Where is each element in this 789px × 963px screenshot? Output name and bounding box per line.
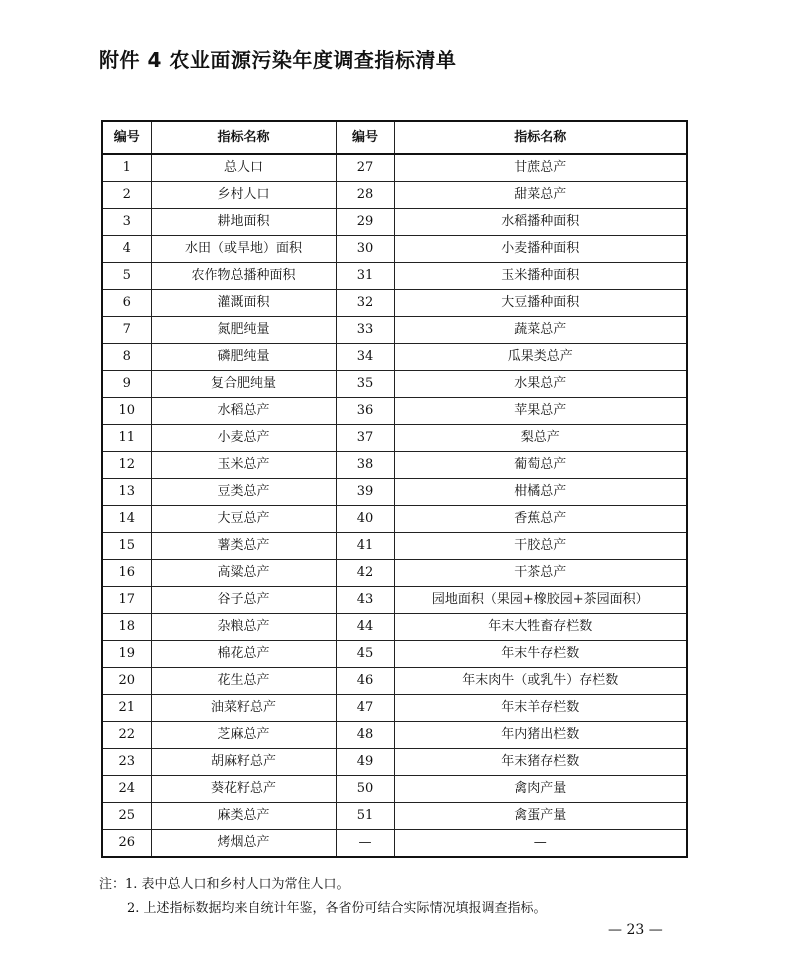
indicator-name-cell: 梨总产: [394, 425, 687, 452]
indicator-name-cell: 烤烟总产: [151, 830, 336, 858]
note-2: 2. 上述指标数据均来自统计年鉴，各省份可结合实际情况填报调查指标。: [127, 901, 547, 916]
table-row: [102, 398, 687, 425]
table-row: [102, 587, 687, 614]
number-cell: 46: [336, 668, 394, 695]
note-1: 注：1. 表中总人口和乡村人口为常住人口。: [99, 877, 350, 892]
indicator-name-cell: 蔬菜总产: [394, 317, 687, 344]
table-row: [102, 344, 687, 371]
indicator-name-cell: 水田（或旱地）面积: [151, 236, 336, 263]
indicator-name-cell: 年末牛存栏数: [394, 641, 687, 668]
indicator-name-cell: 年末羊存栏数: [394, 695, 687, 722]
table-row: [102, 695, 687, 722]
table-row: [102, 182, 687, 209]
table-row: [102, 452, 687, 479]
number-cell: 31: [336, 263, 394, 290]
table-row: [102, 479, 687, 506]
number-cell: —: [336, 830, 394, 858]
number-cell: 32: [336, 290, 394, 317]
number-cell: 50: [336, 776, 394, 803]
table-row: [102, 560, 687, 587]
number-cell: 25: [102, 803, 151, 830]
number-cell: 39: [336, 479, 394, 506]
indicator-name-cell: 年末肉牛（或乳牛）存栏数: [394, 668, 687, 695]
number-cell: 4: [102, 236, 151, 263]
indicator-name-cell: 杂粮总产: [151, 614, 336, 641]
number-cell: 24: [102, 776, 151, 803]
number-cell: 26: [102, 830, 151, 858]
table-row: [102, 209, 687, 236]
indicator-name-cell: 麻类总产: [151, 803, 336, 830]
table-row: [102, 371, 687, 398]
number-cell: 13: [102, 479, 151, 506]
table-row: [102, 236, 687, 263]
table-row: [102, 154, 687, 182]
indicator-name-cell: 瓜果类总产: [394, 344, 687, 371]
table-row: [102, 803, 687, 830]
number-cell: 29: [336, 209, 394, 236]
indicator-name-cell: 禽肉产量: [394, 776, 687, 803]
indicator-name-cell: 水果总产: [394, 371, 687, 398]
table-row: [102, 614, 687, 641]
number-cell: 3: [102, 209, 151, 236]
indicator-name-cell: 花生总产: [151, 668, 336, 695]
number-cell: 42: [336, 560, 394, 587]
indicator-name-cell: 薯类总产: [151, 533, 336, 560]
indicator-name-cell: 甘蔗总产: [394, 154, 687, 182]
table-row: [102, 263, 687, 290]
number-cell: 37: [336, 425, 394, 452]
indicator-name-cell: 水稻播种面积: [394, 209, 687, 236]
number-cell: 27: [336, 154, 394, 182]
indicator-name-cell: 磷肥纯量: [151, 344, 336, 371]
table-row: [102, 668, 687, 695]
indicator-name-cell: 棉花总产: [151, 641, 336, 668]
table-row: [102, 317, 687, 344]
number-cell: 22: [102, 722, 151, 749]
number-cell: 38: [336, 452, 394, 479]
number-cell: 40: [336, 506, 394, 533]
indicator-name-cell: 葵花籽总产: [151, 776, 336, 803]
header-number-2: 编号: [336, 121, 394, 154]
indicator-name-cell: 氮肥纯量: [151, 317, 336, 344]
table-body: [102, 154, 687, 857]
indicator-name-cell: 禽蛋产量: [394, 803, 687, 830]
number-cell: 44: [336, 614, 394, 641]
indicator-name-cell: 油菜籽总产: [151, 695, 336, 722]
indicator-name-cell: 玉米播种面积: [394, 263, 687, 290]
indicator-name-cell: 年末猪存栏数: [394, 749, 687, 776]
number-cell: 51: [336, 803, 394, 830]
number-cell: 14: [102, 506, 151, 533]
table-row: [102, 641, 687, 668]
indicator-name-cell: 豆类总产: [151, 479, 336, 506]
number-cell: 20: [102, 668, 151, 695]
indicator-name-cell: 苹果总产: [394, 398, 687, 425]
indicator-name-cell: 农作物总播种面积: [151, 263, 336, 290]
indicator-name-cell: 干胶总产: [394, 533, 687, 560]
number-cell: 15: [102, 533, 151, 560]
indicator-name-cell: 大豆播种面积: [394, 290, 687, 317]
indicator-name-cell: 干茶总产: [394, 560, 687, 587]
number-cell: 5: [102, 263, 151, 290]
header-number-1: 编号: [102, 121, 151, 154]
number-cell: 47: [336, 695, 394, 722]
number-cell: 21: [102, 695, 151, 722]
table-row: [102, 749, 687, 776]
number-cell: 9: [102, 371, 151, 398]
table-row: [102, 425, 687, 452]
number-cell: 2: [102, 182, 151, 209]
indicator-name-cell: 总人口: [151, 154, 336, 182]
indicator-name-cell: 柑橘总产: [394, 479, 687, 506]
number-cell: 8: [102, 344, 151, 371]
number-cell: 41: [336, 533, 394, 560]
number-cell: 23: [102, 749, 151, 776]
table-row: [102, 533, 687, 560]
indicator-name-cell: 乡村人口: [151, 182, 336, 209]
indicator-table: [101, 120, 688, 858]
notes: [99, 873, 547, 921]
number-cell: 12: [102, 452, 151, 479]
number-cell: 49: [336, 749, 394, 776]
indicator-name-cell: 年内猪出栏数: [394, 722, 687, 749]
indicator-name-cell: 香蕉总产: [394, 506, 687, 533]
table-row: [102, 830, 687, 858]
indicator-name-cell: 水稻总产: [151, 398, 336, 425]
indicator-name-cell: 大豆总产: [151, 506, 336, 533]
page-title: 附件 4 农业面源污染年度调查指标清单: [99, 48, 457, 72]
number-cell: 1: [102, 154, 151, 182]
number-cell: 16: [102, 560, 151, 587]
number-cell: 48: [336, 722, 394, 749]
table-header-row: [102, 121, 687, 154]
number-cell: 6: [102, 290, 151, 317]
table-row: [102, 776, 687, 803]
table-row: [102, 290, 687, 317]
page-number: — 23 —: [608, 922, 663, 938]
number-cell: 33: [336, 317, 394, 344]
number-cell: 18: [102, 614, 151, 641]
number-cell: 34: [336, 344, 394, 371]
number-cell: 7: [102, 317, 151, 344]
header-name-2: 指标名称: [394, 121, 687, 154]
number-cell: 28: [336, 182, 394, 209]
indicator-name-cell: 年末大牲畜存栏数: [394, 614, 687, 641]
table-row: [102, 722, 687, 749]
indicator-name-cell: —: [394, 830, 687, 858]
indicator-name-cell: 玉米总产: [151, 452, 336, 479]
number-cell: 30: [336, 236, 394, 263]
indicator-name-cell: 葡萄总产: [394, 452, 687, 479]
table-row: [102, 506, 687, 533]
number-cell: 35: [336, 371, 394, 398]
number-cell: 36: [336, 398, 394, 425]
number-cell: 43: [336, 587, 394, 614]
indicator-name-cell: 耕地面积: [151, 209, 336, 236]
number-cell: 17: [102, 587, 151, 614]
indicator-name-cell: 园地面积（果园+橡胶园+茶园面积）: [394, 587, 687, 614]
indicator-name-cell: 小麦播种面积: [394, 236, 687, 263]
indicator-name-cell: 甜菜总产: [394, 182, 687, 209]
indicator-name-cell: 复合肥纯量: [151, 371, 336, 398]
indicator-name-cell: 小麦总产: [151, 425, 336, 452]
header-name-1: 指标名称: [151, 121, 336, 154]
number-cell: 45: [336, 641, 394, 668]
number-cell: 10: [102, 398, 151, 425]
indicator-name-cell: 胡麻籽总产: [151, 749, 336, 776]
indicator-name-cell: 高粱总产: [151, 560, 336, 587]
indicator-name-cell: 谷子总产: [151, 587, 336, 614]
number-cell: 19: [102, 641, 151, 668]
number-cell: 11: [102, 425, 151, 452]
indicator-name-cell: 灌溉面积: [151, 290, 336, 317]
indicator-name-cell: 芝麻总产: [151, 722, 336, 749]
